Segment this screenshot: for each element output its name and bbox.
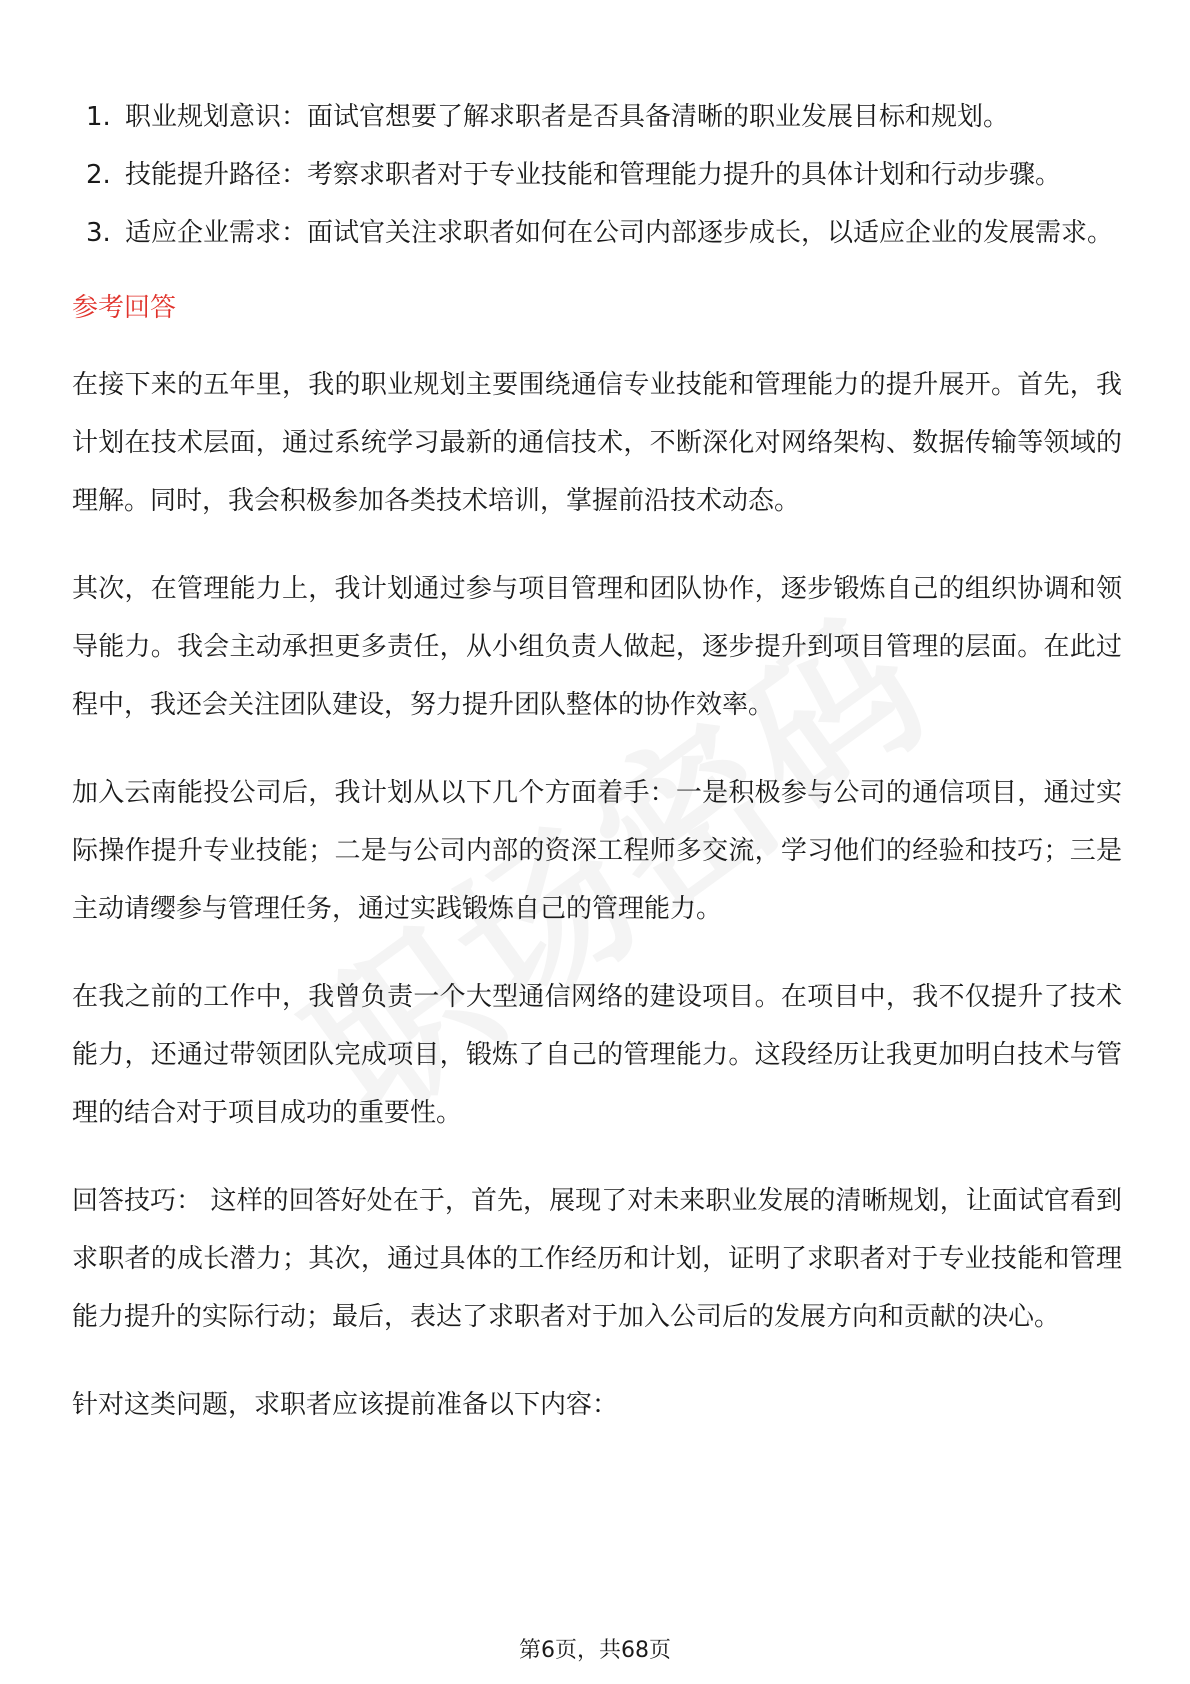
answer-paragraph: 在接下来的五年里，我的职业规划主要围绕通信专业技能和管理能力的提升展开。首先，我计划在技术层面，通过系统学习最新的通信技术，不断深化对网络架构、数据传输等领域的理解。同时，我会积极参加各类技术培训，掌握前沿技术动态。 — [72, 370, 1122, 516]
list-item — [72, 204, 1122, 262]
list-item — [72, 88, 1122, 146]
list-item-text: 技能提升路径：考察求职者对于专业技能和管理能力提升的具体计划和行动步骤。 — [125, 160, 1062, 190]
preparation-paragraph: 针对这类问题，求职者应该提前准备以下内容： — [72, 1390, 619, 1420]
list-item — [72, 146, 1122, 204]
section-title: 参考回答 — [72, 293, 177, 323]
list-item-number: 3. — [86, 218, 111, 248]
answer-paragraph: 在我之前的工作中，我曾负责一个大型通信网络的建设项目。在项目中，我不仅提升了技术能力，还通过带领团队完成项目，锻炼了自己的管理能力。这段经历让我更加明白技术与管理的结合对于项目成功的重要性。 — [72, 982, 1122, 1128]
answer-paragraph: 其次，在管理能力上，我计划通过参与项目管理和团队协作，逐步锻炼自己的组织协调和领导能力。我会主动承担更多责任，从小组负责人做起，逐步提升到项目管理的层面。在此过程中，我还会关注团队建设，努力提升团队整体的协作效率。 — [72, 574, 1122, 720]
tips-paragraph: 回答技巧： 这样的回答好处在于，首先，展现了对未来职业发展的清晰规划，让面试官看到求职者的成长潜力；其次，通过具体的工作经历和计划，证明了求职者对于专业技能和管理能力提升的实际行动；最后，表达了求职者对于加入公司后的发展方向和贡献的决心。 — [72, 1186, 1122, 1332]
intro-list — [72, 88, 1122, 262]
list-item-number: 2. — [86, 160, 111, 190]
page-content — [72, 88, 1122, 1464]
page-number: 第6页，共68页 — [519, 1638, 671, 1663]
list-item-text: 职业规划意识：面试官想要了解求职者是否具备清晰的职业发展目标和规划。 — [125, 102, 1010, 132]
answer-paragraph: 加入云南能投公司后，我计划从以下几个方面着手：一是积极参与公司的通信项目，通过实际操作提升专业技能；二是与公司内部的资深工程师多交流，学习他们的经验和技巧；三是主动请缨参与管理任务，通过实践锻炼自己的管理能力。 — [72, 778, 1122, 924]
list-item-number: 1. — [86, 102, 111, 132]
list-item-text: 适应企业需求：面试官关注求职者如何在公司内部逐步成长，以适应企业的发展需求。 — [125, 218, 1114, 248]
